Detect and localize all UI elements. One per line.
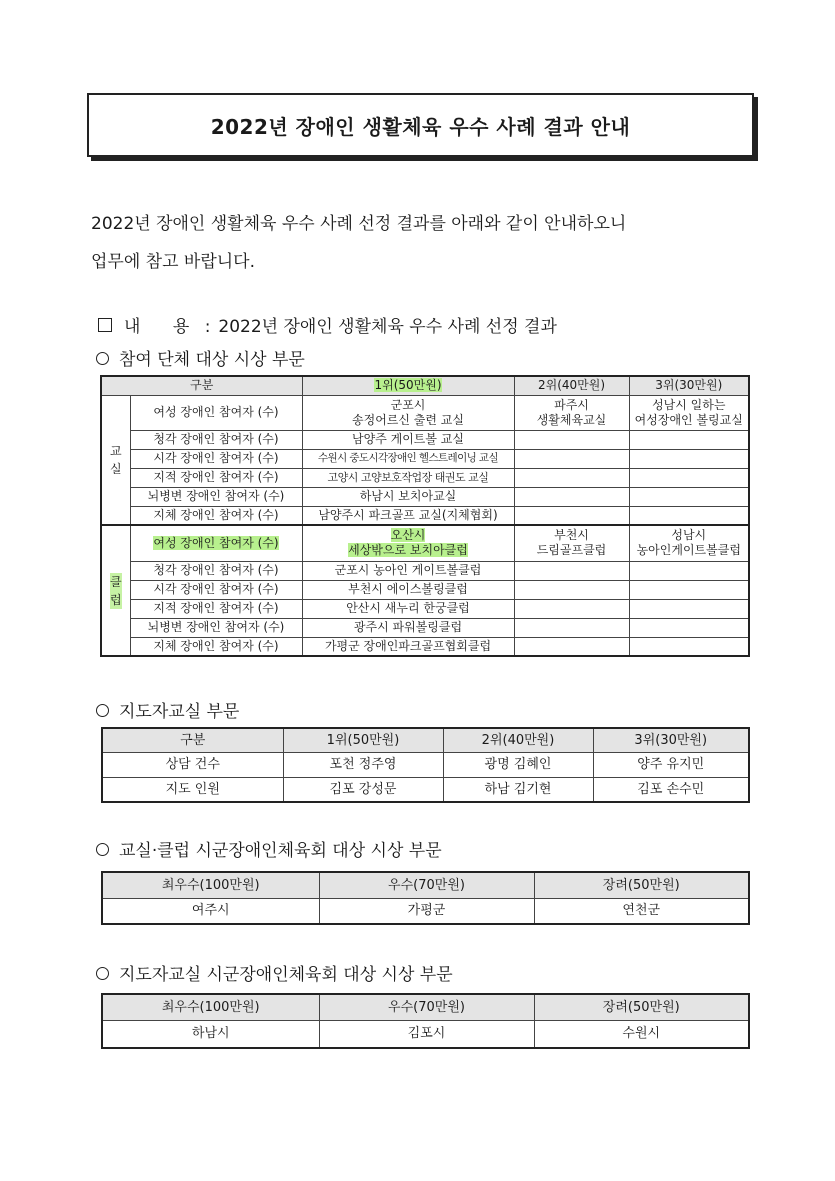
- row-first: 군포시 농아인 게이트볼클럽: [302, 561, 514, 580]
- row-third: [629, 599, 749, 618]
- row-third: [629, 449, 749, 468]
- row-category: 뇌병변 장애인 참여자 (수): [130, 618, 302, 637]
- row-third: [629, 637, 749, 656]
- row-third: [629, 468, 749, 487]
- header-third: 3위(30만원): [629, 376, 749, 395]
- row-third: [629, 561, 749, 580]
- circle-bullet-icon: [96, 352, 109, 365]
- row-second: [514, 580, 629, 599]
- section1-heading: [96, 345, 305, 370]
- table-row: [101, 395, 749, 430]
- table-row: 여주시 가평군 연천군: [102, 898, 749, 924]
- section3-table: [101, 871, 750, 925]
- row-second: [514, 487, 629, 506]
- section1-header-row: [101, 376, 749, 395]
- content-colon: :: [204, 317, 211, 337]
- square-bullet-icon: [98, 318, 112, 332]
- content-line: [98, 312, 557, 337]
- table-row: [101, 506, 749, 525]
- row-first: 남양주 게이트볼 교실: [302, 430, 514, 449]
- section4-table: [101, 993, 750, 1049]
- row-category: 지체 장애인 참여자 (수): [130, 637, 302, 656]
- row-first: 부천시 에이스볼링클럽: [302, 580, 514, 599]
- header-first: 1위(50만원): [283, 728, 443, 752]
- section4-header-row: 최우수(100만원) 우수(70만원) 장려(50만원): [102, 994, 749, 1020]
- table-row: [101, 525, 749, 561]
- header-second: 2위(40만원): [514, 376, 629, 395]
- content-text: 2022년 장애인 생활체육 우수 사례 선정 결과: [218, 317, 557, 337]
- row-category: 시각 장애인 참여자 (수): [130, 449, 302, 468]
- header-second: 2위(40만원): [443, 728, 593, 752]
- table-row: [101, 580, 749, 599]
- intro-line-2: 업무에 참고 바랍니다.: [91, 252, 256, 272]
- row-first: 가평군 장애인파크골프협회클럽: [302, 637, 514, 656]
- section3-heading: [96, 836, 442, 861]
- table-row: [101, 487, 749, 506]
- row-second: [514, 430, 629, 449]
- intro-paragraph: [87, 205, 747, 281]
- row-third: [629, 430, 749, 449]
- table-row: [101, 430, 749, 449]
- header-third: 3위(30만원): [593, 728, 749, 752]
- header-first-text: 1위(50만원): [374, 378, 442, 393]
- row-second: [514, 599, 629, 618]
- row-category: 지적 장애인 참여자 (수): [130, 599, 302, 618]
- row-first: 광주시 파워볼링클럽: [302, 618, 514, 637]
- row-first: 수원시 중도시각장애인 헬스트레이닝 교실: [302, 449, 514, 468]
- row-first: 오산시 세상밖으로 보치아클럽: [302, 525, 514, 561]
- table-row: 지도 인원 김포 강성문 하남 김기현 김포 손수민: [102, 777, 749, 802]
- content-label: 내 용: [124, 317, 190, 337]
- section2-heading: [96, 697, 239, 722]
- row-category: 청각 장애인 참여자 (수): [130, 430, 302, 449]
- row-first: 고양시 고양보호작업장 태권도 교실: [302, 468, 514, 487]
- row-second: [514, 561, 629, 580]
- table-row: [101, 561, 749, 580]
- row-third: [629, 580, 749, 599]
- row-first: 남양주시 파크골프 교실(지체협회): [302, 506, 514, 525]
- row-third: 성남시 일하는 여성장애인 볼링교실: [629, 395, 749, 430]
- row-second: 부천시 드림골프클럽: [514, 525, 629, 561]
- group-label-class: 교 실: [101, 395, 130, 525]
- section4-heading: [96, 960, 453, 985]
- row-category: 여성 장애인 참여자 (수): [130, 395, 302, 430]
- row-third: [629, 506, 749, 525]
- row-category: 지체 장애인 참여자 (수): [130, 506, 302, 525]
- section1-title: 참여 단체 대상 시상 부문: [119, 350, 305, 370]
- title-box: [87, 93, 754, 157]
- section2-title: 지도자교실 부문: [119, 702, 240, 722]
- table-row: [101, 449, 749, 468]
- section2-header-row: [102, 728, 749, 752]
- row-second: [514, 449, 629, 468]
- circle-bullet-icon: [96, 704, 109, 717]
- table-row: [101, 637, 749, 656]
- intro-line-1: 2022년 장애인 생활체육 우수 사례 선정 결과를 아래와 같이 안내하오니: [91, 214, 627, 234]
- row-second: 파주시 생활체육교실: [514, 395, 629, 430]
- table-row: 상담 건수 포천 정주영 광명 김혜인 양주 유지민: [102, 752, 749, 777]
- section3-title: 교실·클럽 시군장애인체육회 대상 시상 부문: [119, 841, 442, 861]
- header-first: [302, 376, 514, 395]
- row-third: 성남시 농아인게이트볼클럽: [629, 525, 749, 561]
- row-second: [514, 468, 629, 487]
- section1-table: [100, 375, 750, 657]
- table-row: [101, 468, 749, 487]
- row-third: [629, 487, 749, 506]
- row-first: 군포시 송정어르신 출련 교실: [302, 395, 514, 430]
- row-second: [514, 637, 629, 656]
- header-category: 구분: [102, 728, 283, 752]
- row-category: 뇌병변 장애인 참여자 (수): [130, 487, 302, 506]
- row-third: [629, 618, 749, 637]
- group-label-club: 클 럽: [101, 525, 130, 656]
- row-first: 하남시 보치아교실: [302, 487, 514, 506]
- section3-header-row: 최우수(100만원) 우수(70만원) 장려(50만원): [102, 872, 749, 898]
- row-category: 청각 장애인 참여자 (수): [130, 561, 302, 580]
- table-row: 하남시 김포시 수원시: [102, 1020, 749, 1048]
- circle-bullet-icon: [96, 967, 109, 980]
- row-category: 여성 장애인 참여자 (수): [130, 525, 302, 561]
- table-row: [101, 599, 749, 618]
- page-title: 2022년 장애인 생활체육 우수 사례 결과 안내: [210, 114, 631, 139]
- table-row: [101, 618, 749, 637]
- row-category: 시각 장애인 참여자 (수): [130, 580, 302, 599]
- section2-table: [101, 727, 750, 803]
- header-category: 구분: [101, 376, 302, 395]
- row-second: [514, 506, 629, 525]
- row-second: [514, 618, 629, 637]
- row-first: 안산시 새누리 한궁클럽: [302, 599, 514, 618]
- circle-bullet-icon: [96, 843, 109, 856]
- row-category: 지적 장애인 참여자 (수): [130, 468, 302, 487]
- section4-title: 지도자교실 시군장애인체육회 대상 시상 부문: [119, 965, 453, 985]
